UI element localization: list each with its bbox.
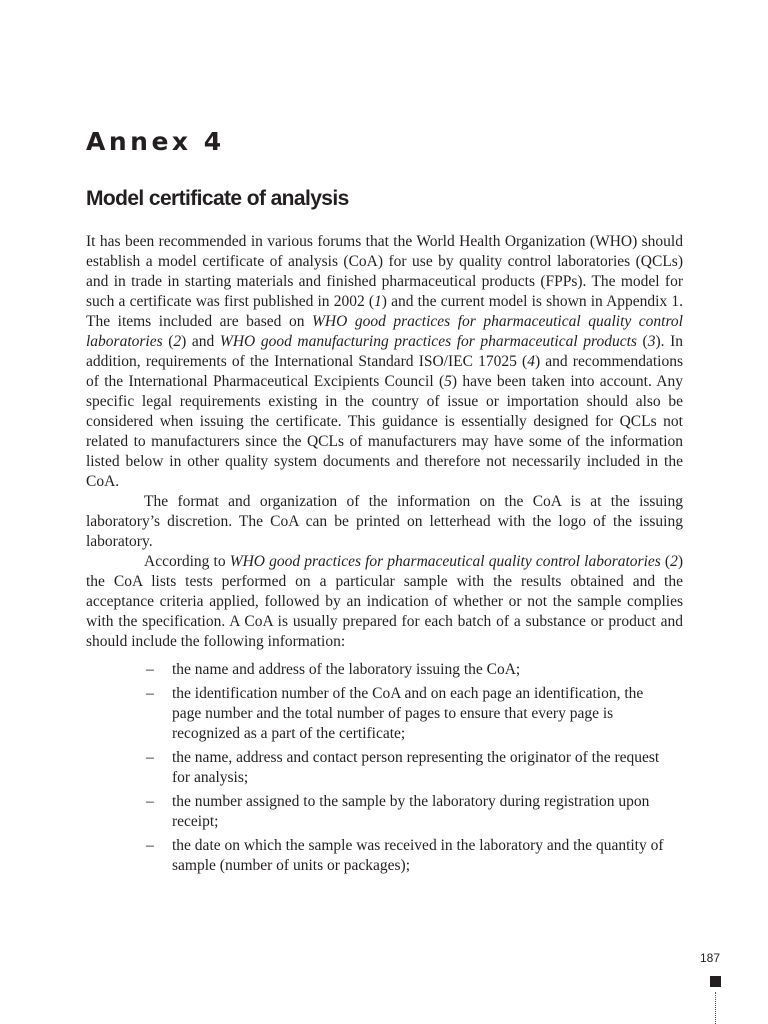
- italic-text: WHO good practices for pharmaceutical quality control laboratories: [229, 553, 661, 570]
- text-run: ) and: [181, 333, 220, 350]
- body-text: [86, 232, 683, 880]
- italic-text: 3: [647, 333, 656, 350]
- paragraph-format: [86, 492, 683, 552]
- text-run: (: [660, 553, 671, 570]
- page-marker: [710, 976, 721, 987]
- text-run: According to: [144, 553, 230, 570]
- annex-title: Annex 4: [86, 127, 225, 156]
- text-run: (: [636, 333, 648, 350]
- paragraph-intro: [86, 232, 683, 492]
- dash-marker: –: [146, 749, 154, 766]
- list-item: [146, 684, 672, 744]
- paragraph-requirements: [86, 552, 683, 652]
- dash-marker: –: [146, 837, 154, 854]
- list-item: [146, 748, 672, 788]
- text-run: It has been recommended in various forums that the World Health Organization (WHO) should establish a model certificate of analysis (CoA) for use by quality control laboratories (QCLs) and in trade in starting materials and finished pharmaceutical products (FPPs). The model for such a certificate was first published in 2002 (: [86, 233, 683, 310]
- list-item-text: the name and address of the laboratory issuing the CoA;: [172, 661, 521, 678]
- text-run: ) have been taken into account. Any specific legal requirements existing in the country of issue or importation should also be considered when issuing the certificate. This guidance is essentially designed for QCLs not related to manufacturers since the QCLs of manufacturers may have some of the information listed below in other quality system documents and therefore not necessarily included in the CoA.: [86, 373, 683, 490]
- list-item: [146, 836, 672, 876]
- italic-text: 2: [173, 333, 182, 350]
- italic-text: 5: [444, 373, 452, 390]
- text-run: ). In addition, requirements of the International Standard ISO/IEC 17025 (: [86, 333, 683, 370]
- page-number: 187: [700, 951, 721, 965]
- page-edge-dots: [715, 992, 716, 1024]
- italic-text: 4: [527, 353, 535, 370]
- text-run: (: [162, 333, 174, 350]
- dash-marker: –: [146, 685, 154, 702]
- list-item-text: the number assigned to the sample by the laboratory during registration upon receipt;: [172, 793, 650, 830]
- italic-text: WHO good practices for pharmaceutical quality control laboratories: [86, 313, 683, 350]
- list-item-text: the identification number of the CoA and on each page an identification, the page number and the total number of pages to ensure that every page is recognized as a part of the certificate;: [172, 685, 644, 742]
- dash-marker: –: [146, 661, 154, 678]
- italic-text: WHO good manufacturing practices for pharmaceutical products: [219, 333, 637, 350]
- text-run: The format and organization of the information on the CoA is at the issuing laboratory’s discretion. The CoA can be printed on letterhead with the logo of the issuing laboratory.: [86, 493, 683, 550]
- list-item: [146, 660, 672, 680]
- italic-text: 1: [374, 293, 382, 310]
- text-run: ) and recommendations of the International Pharmaceutical Excipients Council (: [86, 353, 683, 390]
- text-run: ) the CoA lists tests performed on a particular sample with the results obtained and the acceptance criteria applied, followed by an indication of whether or not the sample complies with the specification. A CoA is usually prepared for each batch of a substance or product and should include the following information:: [86, 553, 683, 650]
- list-item: [146, 792, 672, 832]
- text-run: ) and the current model is shown in Appendix 1. The items included are based on: [86, 293, 683, 330]
- section-title: Model certificate of analysis: [86, 187, 349, 210]
- list-item-text: the date on which the sample was received in the laboratory and the quantity of sample (number of units or packages);: [172, 837, 664, 874]
- information-list: [86, 660, 683, 876]
- dash-marker: –: [146, 793, 154, 810]
- italic-text: 2: [670, 553, 678, 570]
- list-item-text: the name, address and contact person representing the originator of the request for analysis;: [172, 749, 660, 786]
